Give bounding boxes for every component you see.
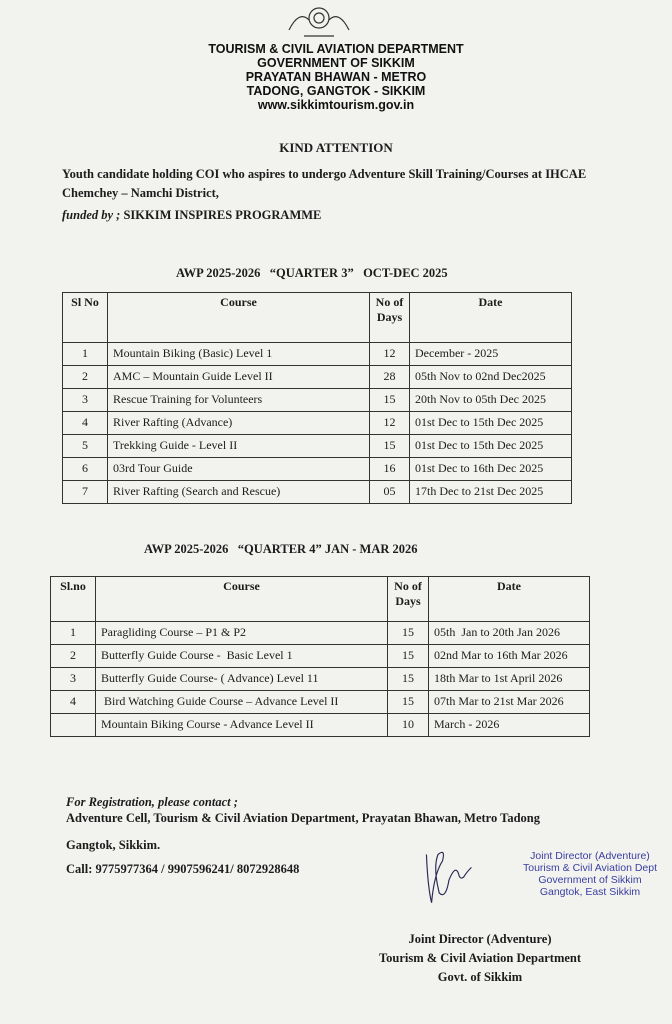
table-row [63, 435, 572, 458]
signatory-block [360, 930, 600, 987]
col-course: Course [96, 577, 388, 622]
row-date: 17th Dec to 21st Dec 2025 [410, 481, 572, 504]
government-name: GOVERNMENT OF SIKKIM [257, 56, 415, 70]
registration-label: For Registration, please contact ; [66, 795, 238, 809]
table-row [51, 645, 590, 668]
row-days: 28 [370, 366, 410, 389]
row-days: 16 [370, 458, 410, 481]
row-date: 18th Mar to 1st April 2026 [429, 668, 590, 691]
notice-intro: Youth candidate holding COI who aspires to undergo Adventure Skill Training/Courses at IHCAE Chemchey – Namchi District, [62, 167, 587, 200]
row-course: Rescue Training for Volunteers [108, 389, 370, 412]
stamp-line: Gangtok, East Sikkim [539, 886, 641, 898]
table-row [63, 458, 572, 481]
row-date: 01st Dec to 15th Dec 2025 [410, 412, 572, 435]
row-course: Paragliding Course – P1 & P2 [96, 622, 388, 645]
table-row [63, 481, 572, 504]
row-date: 01st Dec to 15th Dec 2025 [410, 435, 572, 458]
row-course: 03rd Tour Guide [108, 458, 370, 481]
address-line-2: TADONG, GANGTOK - SIKKIM [246, 84, 426, 98]
row-days: 15 [388, 691, 429, 714]
letterhead [0, 42, 672, 112]
signatory-government: Govt. of Sikkim [437, 970, 523, 984]
state-emblem-icon [284, 0, 354, 40]
row-date: 05th Nov to 02nd Dec2025 [410, 366, 572, 389]
row-course: Mountain Biking (Basic) Level 1 [108, 343, 370, 366]
row-course: River Rafting (Search and Rescue) [108, 481, 370, 504]
funded-by [62, 208, 321, 223]
table-row [63, 366, 572, 389]
col-date: Date [410, 293, 572, 343]
row-sl-no: 3 [63, 389, 108, 412]
row-date: December - 2025 [410, 343, 572, 366]
row-sl-no: 2 [51, 645, 96, 668]
row-date: March - 2026 [429, 714, 590, 737]
website-link[interactable]: www.sikkimtourism.gov.in [257, 98, 415, 112]
row-course: Mountain Biking Course - Advance Level II [96, 714, 388, 737]
row-days: 05 [370, 481, 410, 504]
row-date: 07th Mar to 21st Mar 2026 [429, 691, 590, 714]
notice-heading: KIND ATTENTION [279, 140, 393, 155]
row-days: 12 [370, 412, 410, 435]
row-sl-no: 1 [51, 622, 96, 645]
row-course: Butterfly Guide Course - Basic Level 1 [96, 645, 388, 668]
table-row [63, 412, 572, 435]
address-line-1: PRAYATAN BHAWAN - METRO [245, 70, 427, 84]
row-sl-no: 2 [63, 366, 108, 389]
table-row [51, 691, 590, 714]
row-date: 05th Jan to 20th Jan 2026 [429, 622, 590, 645]
table-row [51, 668, 590, 691]
row-sl-no [51, 714, 96, 737]
row-course: AMC – Mountain Guide Level II [108, 366, 370, 389]
table1-title: AWP 2025-2026 “QUARTER 3” OCT-DEC 2025 [176, 266, 448, 280]
contact-phones[interactable]: Call: 9775977364 / 9907596241/ 8072928648 [66, 862, 300, 876]
contact-city: Gangtok, Sikkim. [66, 838, 161, 852]
row-sl-no: 5 [63, 435, 108, 458]
col-sl-no: Sl.no [51, 577, 96, 622]
department-name: TOURISM & CIVIL AVIATION DEPARTMENT [208, 42, 464, 56]
row-sl-no: 6 [63, 458, 108, 481]
row-sl-no: 1 [63, 343, 108, 366]
contact-address: Adventure Cell, Tourism & Civil Aviation Department, Prayatan Bhawan, Metro Tadong [66, 811, 540, 825]
quarter4-table [50, 576, 590, 737]
col-course: Course [108, 293, 370, 343]
col-days: No of Days [370, 293, 410, 343]
row-date: 02nd Mar to 16th Mar 2026 [429, 645, 590, 668]
table-row [63, 389, 572, 412]
signatory-title: Joint Director (Adventure) [408, 932, 552, 946]
table-row [51, 622, 590, 645]
table-row [63, 343, 572, 366]
row-days: 15 [388, 622, 429, 645]
official-stamp [515, 850, 665, 898]
stamp-line: Government of Sikkim [538, 874, 642, 886]
col-sl-no: Sl No [63, 293, 108, 343]
row-course: River Rafting (Advance) [108, 412, 370, 435]
row-days: 15 [370, 435, 410, 458]
row-sl-no: 7 [63, 481, 108, 504]
row-sl-no: 4 [63, 412, 108, 435]
table2-title: AWP 2025-2026 “QUARTER 4” JAN - MAR 2026 [144, 542, 418, 556]
signature-icon [420, 832, 510, 922]
signatory-department: Tourism & Civil Aviation Department [378, 951, 582, 965]
row-sl-no: 4 [51, 691, 96, 714]
col-days: No of Days [388, 577, 429, 622]
stamp-line: Tourism & Civil Aviation Dept [522, 862, 658, 874]
row-sl-no: 3 [51, 668, 96, 691]
funded-label: funded by ; [62, 208, 121, 222]
quarter3-table [62, 292, 572, 504]
table-row [51, 714, 590, 737]
col-date: Date [429, 577, 590, 622]
funded-value: SIKKIM INSPIRES PROGRAMME [120, 208, 322, 222]
row-days: 12 [370, 343, 410, 366]
row-date: 01st Dec to 16th Dec 2025 [410, 458, 572, 481]
row-course: Trekking Guide - Level II [108, 435, 370, 458]
row-date: 20th Nov to 05th Dec 2025 [410, 389, 572, 412]
stamp-line: Joint Director (Adventure) [530, 850, 650, 862]
row-days: 15 [388, 645, 429, 668]
row-days: 15 [370, 389, 410, 412]
row-course: Bird Watching Guide Course – Advance Level II [96, 691, 388, 714]
row-days: 10 [388, 714, 429, 737]
row-days: 15 [388, 668, 429, 691]
row-course: Butterfly Guide Course- ( Advance) Level 11 [96, 668, 388, 691]
